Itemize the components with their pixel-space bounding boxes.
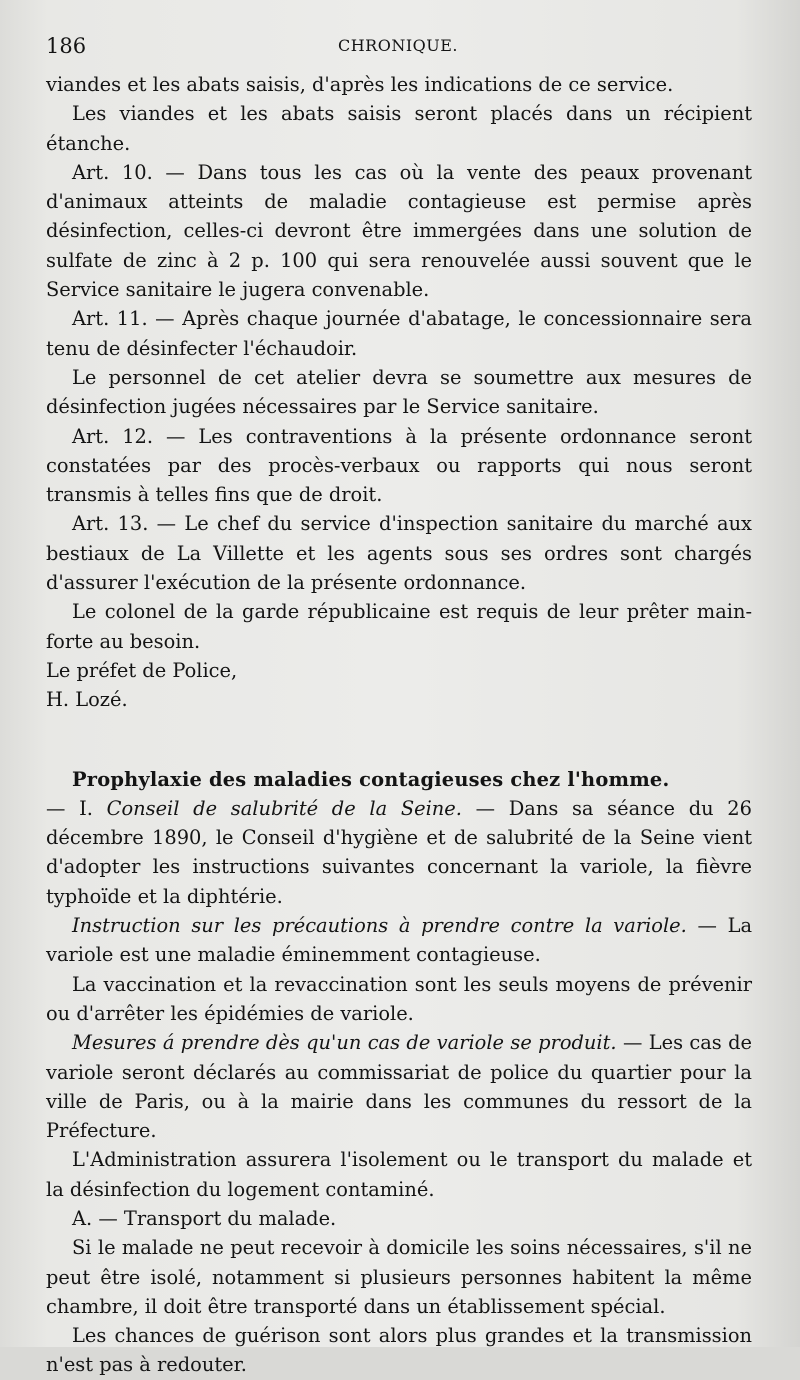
- paragraph-mesures: [46, 1028, 752, 1145]
- paragraph-vaccination: La vaccination et la revaccination sont les seuls moyens de prévenir ou d'arrêter les épidémies de variole.: [46, 972, 752, 1025]
- running-title: CHRONIQUE.: [337, 36, 459, 55]
- paragraph-continuation: viandes et les abats saisis, d'après les indications de ce service.: [46, 73, 674, 96]
- signature-name: H. Lozé.: [46, 688, 128, 712]
- intro-text: — Dans sa séance du 26 décembre 1890, le Conseil d'hygiène et de salubrité de la Seine vient d'adopter les instructions suivantes concernant la variole, la fièvre typhoïde et la diphtérie.: [46, 796, 752, 908]
- measures-italic: Mesures á prendre dès qu'un cas de variole se produit.: [72, 1031, 617, 1055]
- paragraph-art-11: Art. 11. — Après chaque journée d'abatage, le concessionnaire sera tenu de désinfecter l'échaudoir.: [46, 307, 752, 360]
- paragraph-art-12: Art. 12. — Les contraventions à la présente ordonnance seront constatées par des procès-verbaux ou rapports qui nous seront transmis à telles fins que de droit.: [46, 424, 752, 507]
- section-heading: Prophylaxie des maladies contagieuses chez l'homme.: [72, 767, 670, 791]
- paragraph-colonel: Le colonel de la garde républicaine est requis de leur prêter main-forte au besoin.: [46, 600, 752, 653]
- paragraph-instruction: [46, 911, 752, 970]
- page-body: [46, 70, 752, 1380]
- paragraph-si-malade: Si le malade ne peut recevoir à domicile les soins nécessaires, s'il ne peut être isolé, notamment si plusieurs personnes habitent la même chambre, il doit être transporté dans un établissement spécial.: [46, 1236, 752, 1318]
- paragraph-art-10: Art. 10. — Dans tous les cas où la vente des peaux provenant d'animaux atteints de maladie contagieuse est permise après désinfection, celles-ci devront être immergées dans une solution de sulfate de zinc à 2 p. 100 qui sera renouvelée aussi souvent que le Service sanitaire le jugera convenable.: [46, 160, 752, 302]
- paragraph-chances: Les chances de guérison sont alors plus grandes et la transmission n'est pas à redouter.: [46, 1324, 752, 1377]
- paragraph-viandes: Les viandes et les abats saisis seront placés dans un récipient étanche.: [46, 102, 752, 155]
- paragraph-administration: L'Administration assurera l'isolement ou le transport du malade et la désinfection du logement contaminé.: [46, 1148, 752, 1201]
- section-gap: [46, 715, 752, 765]
- paragraph-transport-heading: A. — Transport du malade.: [72, 1206, 337, 1230]
- intro-italic: Conseil de salubrité de la Seine.: [106, 796, 462, 820]
- signature-title: Le préfet de Police,: [46, 658, 238, 682]
- paragraph-conseil: [46, 794, 752, 911]
- instruction-text: — La variole est une maladie éminemment contagieuse.: [46, 914, 753, 967]
- paragraph-art-13: Art. 13. — Le chef du service d'inspection sanitaire du marché aux bestiaux de La Villette et les agents sous ses ordres sont chargés d'assurer l'exécution de la présente ordonnance.: [46, 512, 752, 595]
- intro-number: — I.: [46, 796, 93, 820]
- paragraph-personnel: Le personnel de cet atelier devra se soumettre aux mesures de désinfection jugées nécessaires par le Service sanitaire.: [46, 365, 752, 419]
- measures-text: — Les cas de variole seront déclarés au commissariat de police du quartier pour la ville de Paris, ou à la mairie dans les communes du ressort de la Préfecture.: [46, 1031, 752, 1143]
- page-number: 186: [46, 34, 87, 58]
- page-header: [46, 34, 750, 64]
- instruction-italic: Instruction sur les précautions à prendre contre la variole.: [72, 914, 687, 938]
